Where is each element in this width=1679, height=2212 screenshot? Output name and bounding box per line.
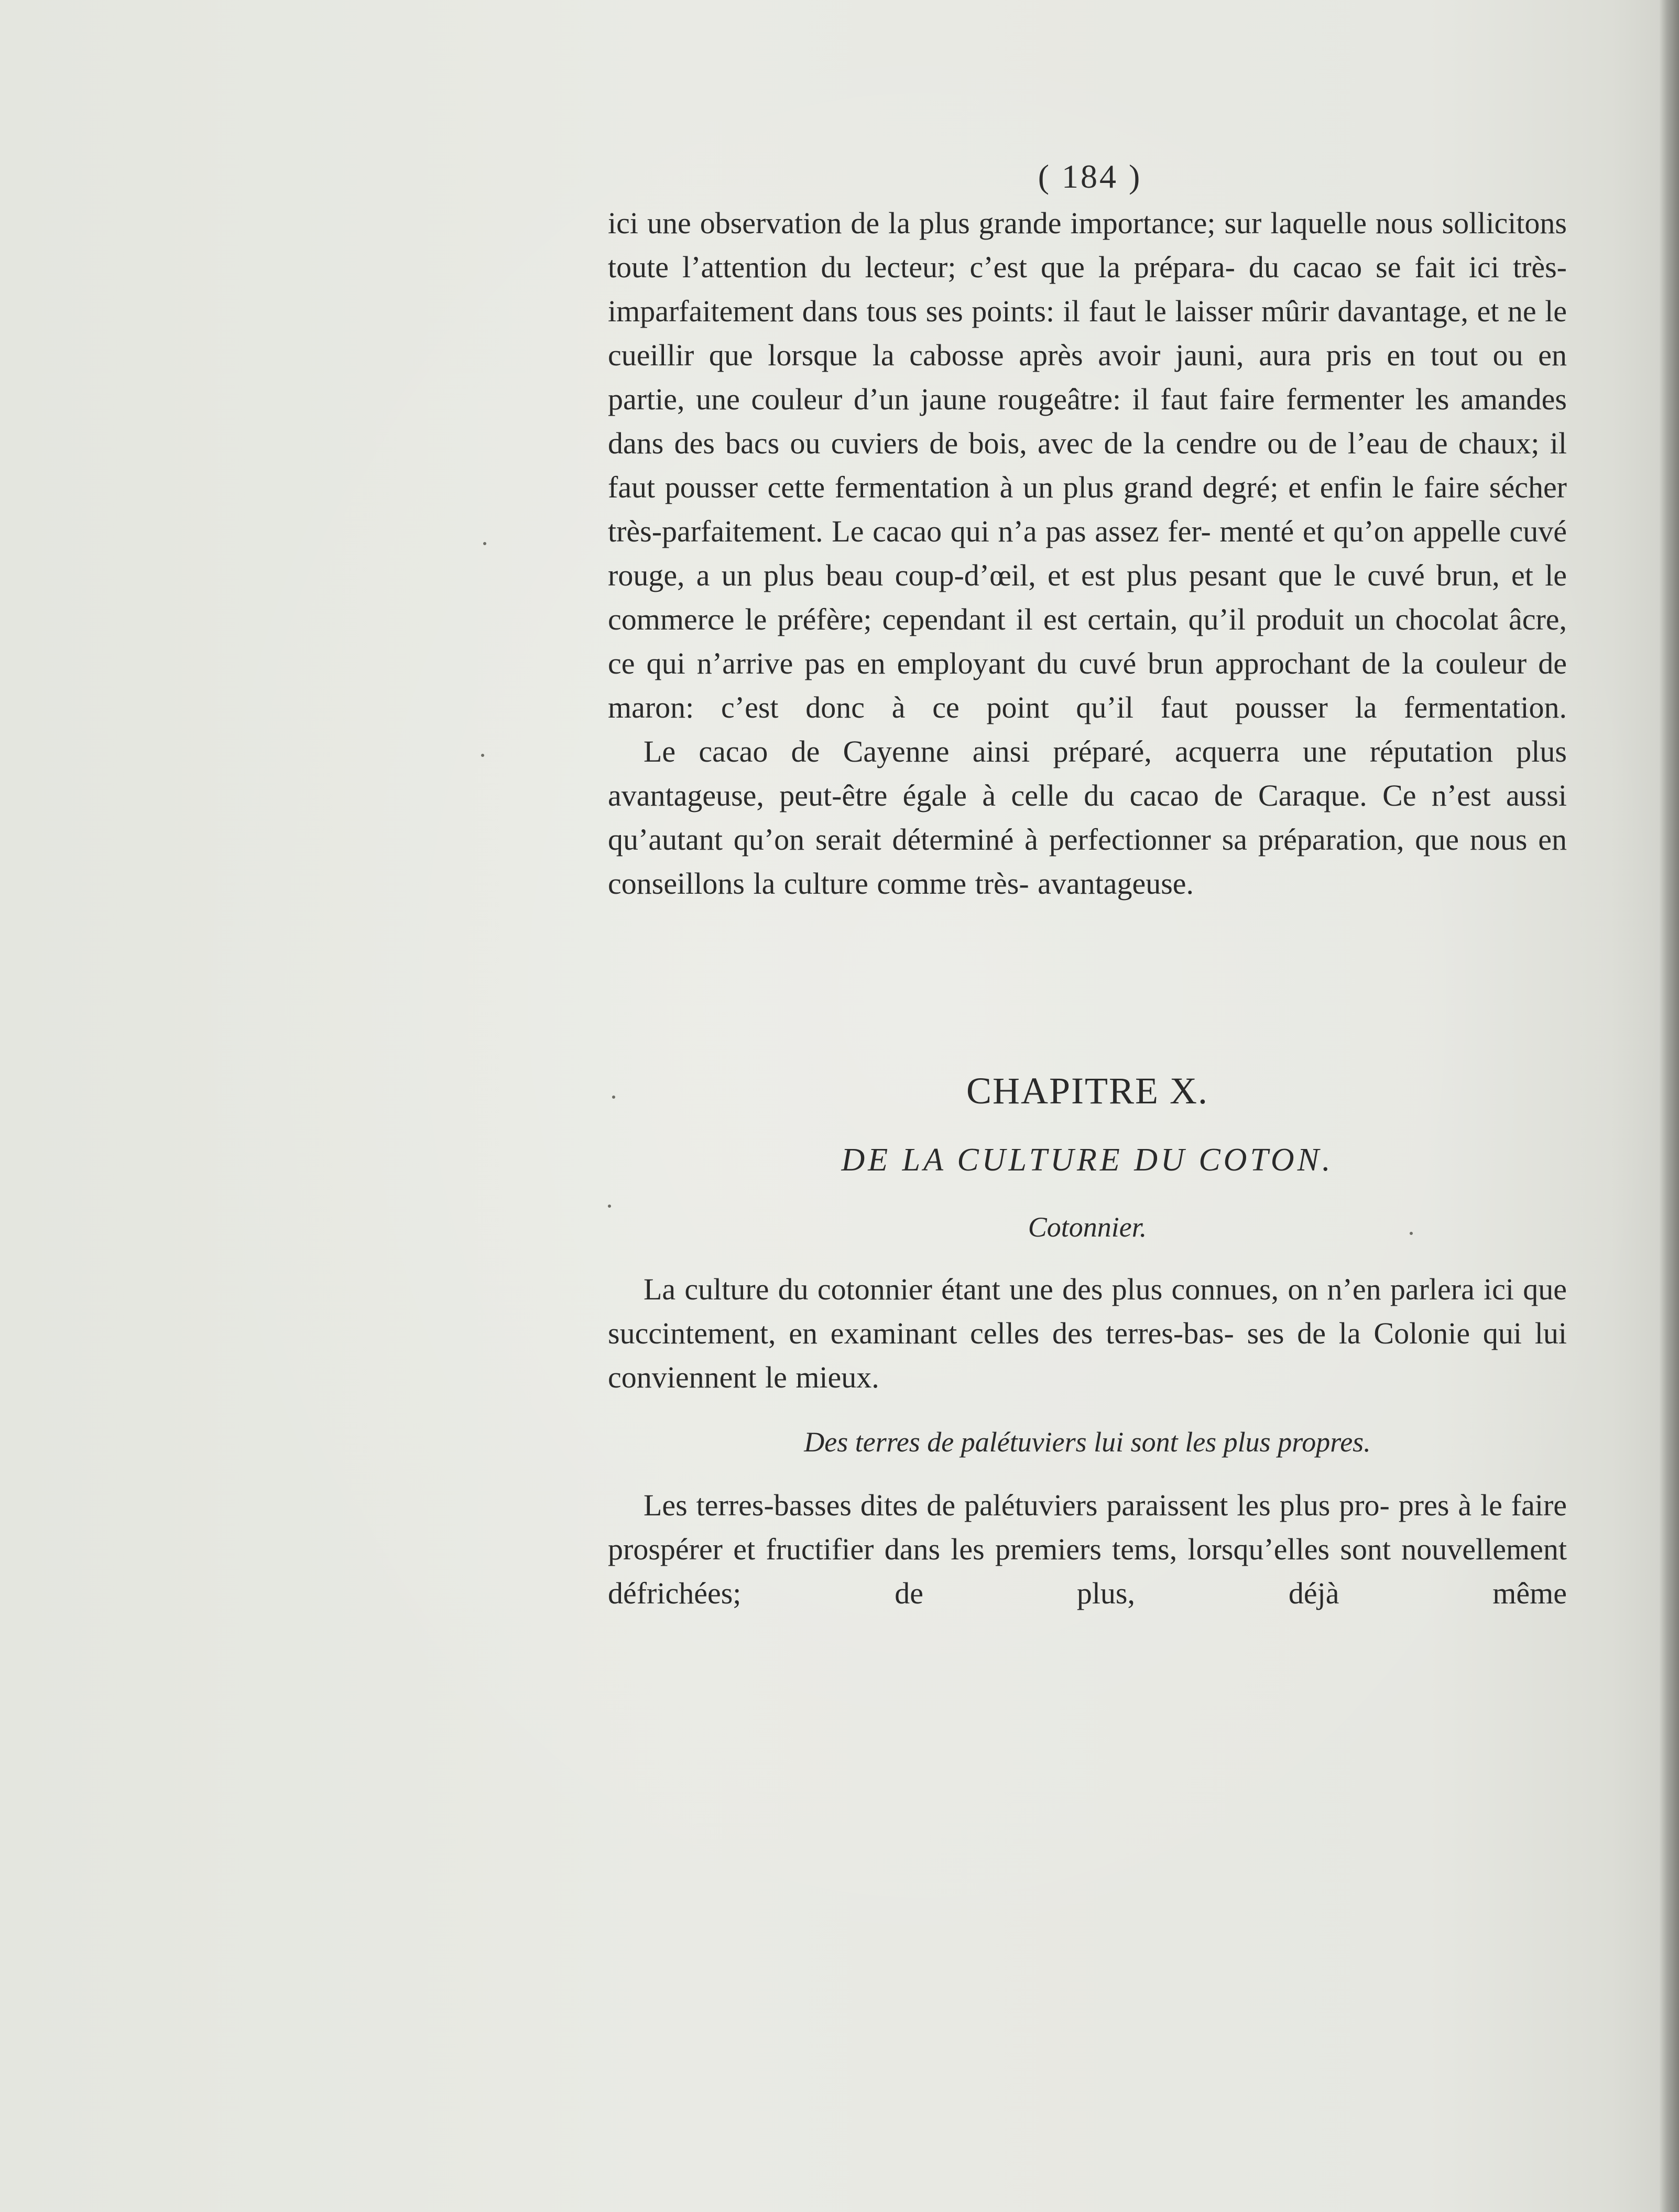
- paper-speck: [481, 754, 484, 757]
- paragraph-paletuviers: Les terres-basses dites de palétuviers paraissent les plus pro- pres à le faire prospérer et fructifier dans les premiers tems, lorsqu’elles sont nouvellement défrichées; de plus, déjà même: [608, 1488, 1567, 1610]
- paletuviers-text: [608, 1483, 1567, 1615]
- paper-speck: [608, 1205, 611, 1208]
- paragraph-cacao-preparation: ici une observation de la plus grande importance; sur laquelle nous sollicitons toute l’attention du lecteur; c’est que la prépara- du cacao se fait ici très-imparfaitement dans tous ses points: il faut le laisser mûrir davantage, et ne le cueillir que lorsque la cabosse après avoir jauni, aura pris en tout ou en partie, une couleur d’un jaune rougeâtre: il faut faire fermenter les amandes dans des bacs ou cuviers de bois, avec de la cendre ou de l’eau de chaux; il faut pousser cette fermentation à un plus grand degré; et enfin le faire sécher très-parfaitement. Le cacao qui n’a pas assez fer- menté et qu’on appelle cuvé rouge, a un plus beau coup-d’œil, et est plus pesant que le cuvé brun, et le commerce le préfère; cependant il est certain, qu’il produit un chocolat âcre, ce qui n’arrive pas en employant du cuvé brun approchant de la couleur de maron: c’est donc à ce point qu’il faut pousser la fermentation.: [608, 206, 1567, 724]
- chapter-title: CHAPITRE X.: [966, 1070, 1208, 1112]
- page-edge-shadow: [1659, 0, 1679, 2212]
- cotonnier-text: [608, 1267, 1567, 1400]
- paper-speck: [1410, 1232, 1413, 1235]
- page-number: ( 184 ): [1038, 158, 1142, 195]
- paragraph-cotonnier: La culture du cotonnier étant une des plus connues, on n’en parlera ici que succintement, en examinant celles des terres-bas- ses de la Colonie qui lui conviennent le mieux.: [608, 1272, 1567, 1394]
- section-heading-paletuviers: Des terres de palétuviers lui sont les plus propres.: [804, 1426, 1371, 1458]
- chapter-subtitle: DE LA CULTURE DU COTON.: [841, 1142, 1334, 1178]
- paper-speck: [612, 1096, 615, 1099]
- section-heading-cotonnier: Cotonnier.: [1028, 1211, 1147, 1243]
- opening-text: [608, 201, 1567, 906]
- paper-speck: [483, 542, 486, 545]
- paragraph-cacao-cayenne: Le cacao de Cayenne ainsi préparé, acquerra une réputation plus avantageuse, peut-être égale à celle du cacao de Caraque. Ce n’est aussi qu’autant qu’on serait déterminé à perfectionner sa préparation, que nous en conseillons la culture comme très- avantageuse.: [608, 734, 1567, 901]
